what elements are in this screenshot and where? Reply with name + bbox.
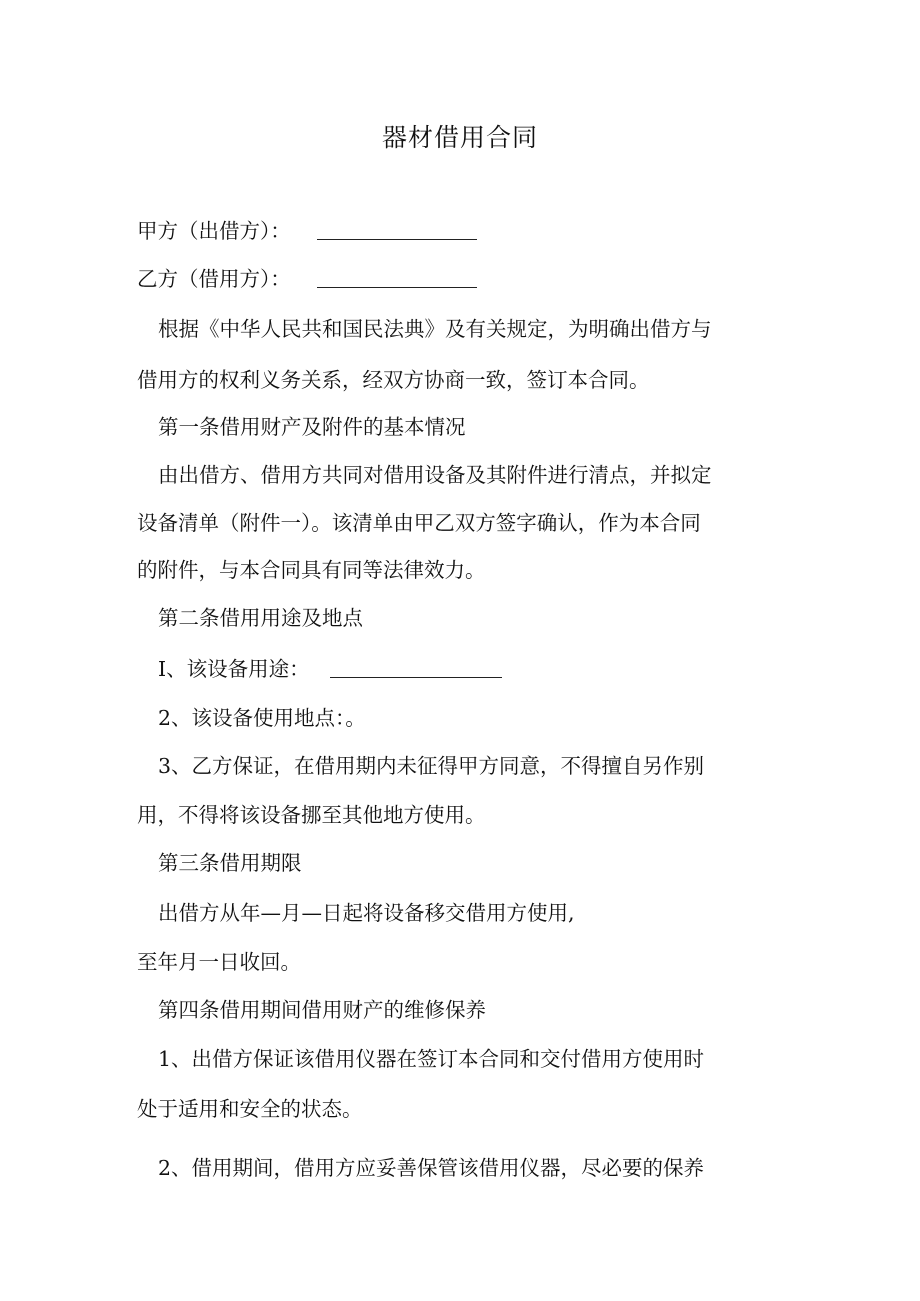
party-a-label: 甲方（出借方）：	[137, 219, 291, 243]
intro-line-1: 根据《中华人民共和国民法典》及有关规定，为明确出借方与	[158, 317, 712, 341]
article-2-item-1	[158, 653, 502, 685]
document-title: 器材借用合同	[381, 123, 538, 152]
party-b-blank	[317, 265, 477, 288]
article-4-heading: 第四条借用期间借用财产的维修保养	[158, 998, 486, 1022]
article-1-line-2: 设备清单（附件一）。该清单由甲乙双方签字确认，作为本合同	[137, 511, 701, 535]
article-1-heading: 第一条借用财产及附件的基本情况	[158, 415, 466, 439]
article-2-item-3-line-1: 3、乙方保证，在借用期内未征得甲方同意，不得擅自另作别	[158, 754, 705, 778]
article-4-item-1-line-1: 1、出借方保证该借用仪器在签订本合同和交付借用方使用时	[158, 1047, 705, 1071]
intro-line-2: 借用方的权利义务关系，经双方协商一致，签订本合同。	[137, 368, 650, 392]
party-a-blank	[317, 217, 477, 240]
article-2-heading: 第二条借用用途及地点	[158, 606, 363, 630]
usage-blank	[330, 655, 502, 678]
article-3-line-2: 至年月一日收回。	[137, 950, 301, 974]
article-2-item-3-line-2: 用，不得将该设备挪至其他地方使用。	[137, 803, 486, 827]
article-3-line-1: 出借方从年—月—日起将设备移交借用方使用,	[158, 901, 575, 925]
article-4-item-1-line-2: 处于适用和安全的状态。	[137, 1097, 363, 1121]
party-a-line	[137, 215, 477, 247]
article-4-item-2-line-1: 2、借用期间，借用方应妥善保管该借用仪器，尽必要的保养	[158, 1156, 705, 1180]
article-3-heading: 第三条借用期限	[158, 851, 302, 875]
article-2-item-1-label: I、该设备用途：	[158, 657, 310, 681]
article-2-item-2: 2、该设备使用地点：。	[158, 706, 366, 730]
party-b-label: 乙方（借用方）：	[137, 267, 291, 291]
article-1-line-3: 的附件，与本合同具有同等法律效力。	[137, 558, 486, 582]
article-1-line-1: 由出借方、借用方共同对借用设备及其附件进行清点，并拟定	[158, 463, 712, 487]
party-b-line	[137, 263, 477, 295]
